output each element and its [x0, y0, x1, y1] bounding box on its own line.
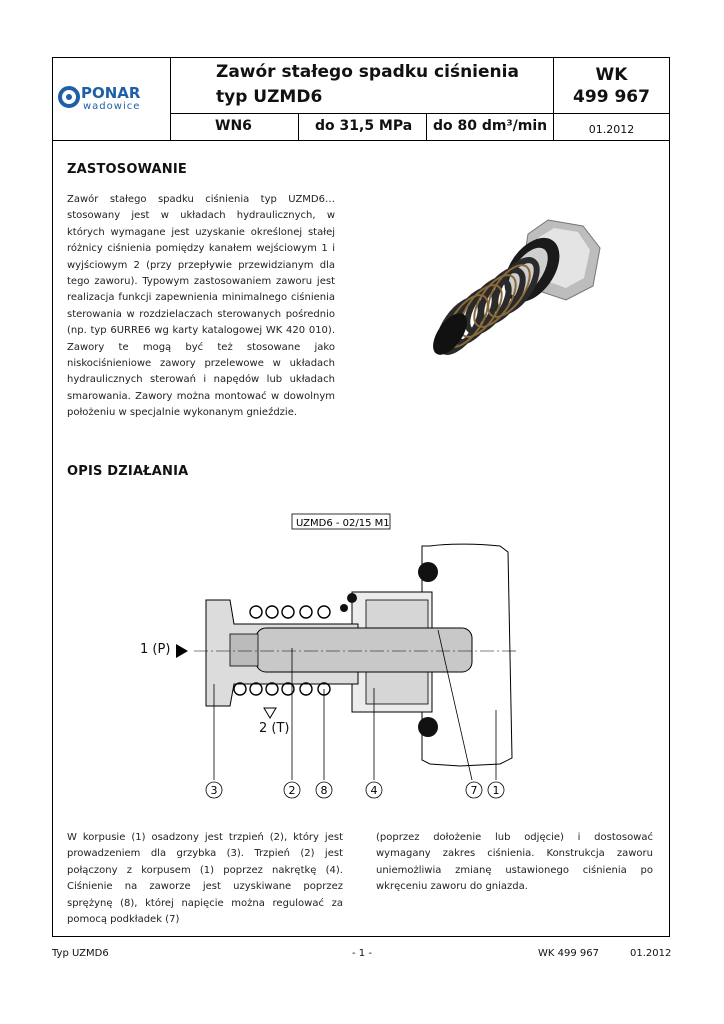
- callout-2: 2: [288, 784, 296, 797]
- header-table: [53, 58, 669, 141]
- max-pressure: do 31,5 MPa: [315, 118, 413, 134]
- valve-photo: [428, 208, 610, 368]
- catalog-code-line1: WK: [595, 65, 628, 85]
- port-in-label: 1 (P): [140, 642, 171, 657]
- date-cell: [554, 114, 669, 140]
- callout-7: 7: [470, 784, 478, 797]
- ponar-logo-icon: [53, 58, 171, 140]
- nominal-size: WN6: [215, 118, 252, 134]
- doc-title-line1: Zawór stałego spadku ciśnienia: [216, 62, 519, 82]
- callout-1: 1: [492, 784, 500, 797]
- operation-text-left: W korpusie (1) osadzony jest trzpień (2), który jest prowadzeniem dla grzybka (3). Trzpień (2) jest połączony z korpusem (1) poprzez nakrętkę (4). Ciśnienie na zaworze jest uzyskiwane poprzez sprężynę (8), której napięcie można regulować za pomocą podkładek (7): [67, 832, 343, 926]
- size-cell: [171, 114, 299, 140]
- logo: [53, 58, 171, 140]
- application-heading: ZASTOSOWANIE: [67, 162, 187, 177]
- operation-heading: OPIS DZIAŁANIA: [67, 464, 189, 479]
- port-out-arrow-icon: [264, 708, 276, 718]
- footer-code: WK 499 967: [538, 948, 599, 959]
- footer-page: - 1 -: [352, 948, 372, 959]
- operation-text-right: (poprzez dołożenie lub odjęcie) i dostosować wymagany zakres ciśnienia. Konstrukcja zaworu uniemożliwia zmianę ustawionego ciśnienia po wkręceniu zaworu do gniazda.: [376, 832, 653, 893]
- footer-type: Typ UZMD6: [52, 948, 109, 959]
- logo-sub-text: wadowice: [83, 101, 141, 112]
- diagram-tag: UZMD6 - 02/15 M1: [296, 518, 390, 529]
- application-text: Zawór stałego spadku ciśnienia typ UZMD6… stosowany jest w układach hydraulicznych, w których wymagane jest uzyskanie określonej stałej różnicy ciśnienia pomiędzy kanałem wejściowym 1 i wyjściowym 2 (przy przepływie przewidzianym dla tego zaworu). Typowym zastosowaniem zaworu jest realizacja funkcji zapewnienia minimalnego ciśnienia sterowania w rozdzielaczach sterowanych pośrednio (np. typ 6URRE6 wg karty katalogowej WK 420 010). Zawory te mogą być też stosowane jako niskociśnieniowe zawory przelewowe w układach hydraulicznych sterowań i napędów lub układach smarowania. Zawory można montować w dowolnym położeniu w specjalnie wykonanym gnieździe.: [67, 194, 335, 419]
- issue-date: 01.2012: [588, 123, 635, 136]
- callout-3: 3: [210, 784, 218, 797]
- port-out-label: 2 (T): [259, 721, 290, 736]
- callout-4: 4: [370, 784, 378, 797]
- doc-title-line2: typ UZMD6: [216, 87, 323, 107]
- flow-cell: [427, 114, 554, 140]
- sectional-diagram: [130, 508, 530, 808]
- catalog-code-line2: 499 967: [573, 87, 650, 107]
- pressure-cell: [299, 114, 427, 140]
- footer-date: 01.2012: [630, 948, 672, 959]
- title-cell: [171, 58, 554, 114]
- max-flow: do 80 dm³/min: [433, 118, 548, 134]
- logo-main-text: PONAR: [81, 84, 141, 102]
- port-in-arrow-icon: [176, 644, 188, 658]
- code-cell: [554, 58, 669, 114]
- callout-8: 8: [320, 784, 328, 797]
